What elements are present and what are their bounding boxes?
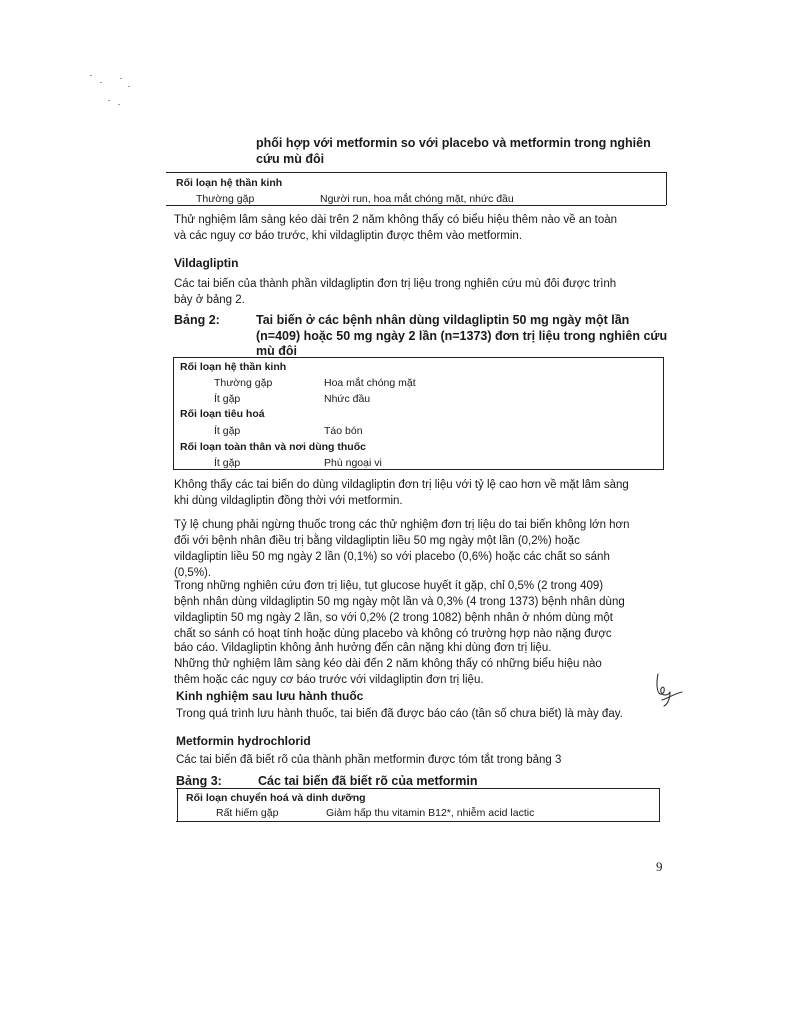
section-heading-post-marketing: Kinh nghiệm sau lưu hành thuốc: [176, 689, 364, 703]
scan-speck: [128, 86, 130, 87]
page-number: 9: [656, 859, 663, 874]
table2-freq: Ít gặp: [214, 457, 241, 469]
table3-top-border: [176, 788, 660, 789]
handwritten-initial-mark: [648, 670, 686, 712]
table2-group: Rối loạn toàn thân và nơi dùng thuốc: [180, 441, 366, 453]
table2-effect: Táo bón: [324, 425, 363, 437]
table3-effect: Giảm hấp thu vitamin B12*, nhiễm acid lactic: [326, 807, 535, 819]
table1-caption-line2: cứu mù đôi: [256, 152, 325, 166]
table3-right-border: [659, 788, 660, 821]
paragraph-line: Các tai biến đã biết rõ của thành phần metformin được tóm tắt trong bảng 3: [176, 754, 562, 766]
paragraph-line: Không thấy các tai biến do dùng vildagliptin đơn trị liệu với tỷ lệ cao hơn về mặt lâm sàng: [174, 479, 629, 491]
paragraph-line: đối với bệnh nhân điều trị bằng vildagliptin liều 50 mg ngày một lần (0,2%) hoặc: [174, 535, 580, 547]
table1-top-border: [166, 172, 666, 173]
paragraph-line: bày ở bảng 2.: [174, 294, 245, 306]
scan-speck: [108, 100, 110, 101]
table2-label: Bảng 2:: [174, 313, 220, 327]
table2-effect: Phù ngoại vi: [324, 457, 382, 469]
paragraph-line: báo cáo. Vildagliptin không ảnh hưởng đến cân nặng khi dùng đơn trị liệu.: [174, 642, 552, 654]
paragraph-line: Thử nghiệm lâm sàng kéo dài trên 2 năm không thấy có biểu hiệu thêm nào về an toàn: [174, 214, 618, 226]
paragraph-line: Trong những nghiên cứu đơn trị liệu, tụt glucose huyết ít gặp, chỉ 0,5% (2 trong 409): [174, 580, 604, 592]
table3-left-border: [177, 788, 178, 821]
paragraph-line: Tỷ lệ chung phải ngừng thuốc trong các thử nghiệm đơn trị liệu do tai biến không lớn hơn: [174, 519, 630, 531]
table2-effect: Nhức đầu: [324, 393, 371, 405]
paragraph-line: Những thử nghiệm lâm sàng kéo dài đến 2 năm không thấy có những biểu hiệu nào: [174, 658, 602, 670]
paragraph-line: (0,5%).: [174, 567, 212, 579]
section-heading-metformin: Metformin hydrochlorid: [176, 734, 311, 748]
table1-group: Rối loạn hệ thần kinh: [176, 177, 283, 189]
table3-label: Bảng 3:: [176, 774, 222, 788]
table3-freq: Rất hiếm gặp: [216, 807, 279, 819]
table3-group: Rối loạn chuyển hoá và dinh dưỡng: [186, 792, 366, 804]
section-heading-vildagliptin: Vildagliptin: [174, 256, 239, 270]
paragraph-line: chất so sánh có hoạt tính hoặc dùng placebo và không có trường hợp nào nặng được: [174, 628, 612, 640]
paragraph-line: và các nguy cơ báo trước, khi vildagliptin được thêm vào metformin.: [174, 230, 523, 242]
paragraph-line: bệnh nhân dùng vildagliptin 50 mg ngày một lần và 0,3% (4 trong 1373) bệnh nhân dùng: [174, 596, 625, 608]
table1-effect: Người run, hoa mắt chóng mặt, nhức đầu: [320, 193, 514, 205]
table2-caption-line: (n=409) hoặc 50 mg ngày 2 lần (n=1373) đơn trị liệu trong nghiên cứu: [256, 329, 668, 343]
table2-freq: Ít gặp: [214, 425, 241, 437]
scan-speck: [100, 82, 102, 83]
table2-caption-line: mù đôi: [256, 344, 297, 358]
table2-group: Rối loạn tiêu hoá: [180, 408, 265, 420]
table2-freq: Ít gặp: [214, 393, 241, 405]
scan-speck: [90, 75, 92, 76]
paragraph-line: khi dùng vildagliptin đồng thời với metformin.: [174, 495, 403, 507]
scan-speck: [120, 78, 122, 79]
paragraph-line: Trong quá trình lưu hành thuốc, tai biến đã được báo cáo (tần số chưa biết) là mày đay.: [176, 708, 623, 720]
table3-caption: Các tai biến đã biết rõ của metformin: [258, 774, 478, 788]
table2-effect: Hoa mắt chóng mặt: [324, 377, 416, 389]
table1-caption-line1: phối hợp với metformin so với placebo và metformin trong nghiên: [256, 136, 651, 150]
paragraph-line: vildagliptin 50 mg ngày 2 lần, so với 0,2% (2 trong 1082) bệnh nhân ở nhóm dùng một: [174, 612, 613, 624]
table3-bottom-border: [176, 821, 660, 822]
table2-group: Rối loạn hệ thần kinh: [180, 361, 287, 373]
paragraph-line: thêm hoặc các nguy cơ báo trước với vildagliptin đơn trị liệu.: [174, 674, 484, 686]
table2-caption-line: Tai biến ở các bệnh nhân dùng vildagliptin 50 mg ngày một lần: [256, 313, 630, 327]
table2-freq: Thường gặp: [214, 377, 273, 389]
table1-freq: Thường gặp: [196, 193, 255, 205]
table1-right-border: [666, 172, 667, 205]
scan-speck: [118, 104, 120, 105]
paragraph-line: vildagliptin liều 50 mg ngày 2 lần (0,1%) so với placebo (0,6%) hoặc các chất so sánh: [174, 551, 610, 563]
paragraph-line: Các tai biến của thành phần vildagliptin đơn trị liệu trong nghiên cứu mù đôi được trình: [174, 278, 617, 290]
